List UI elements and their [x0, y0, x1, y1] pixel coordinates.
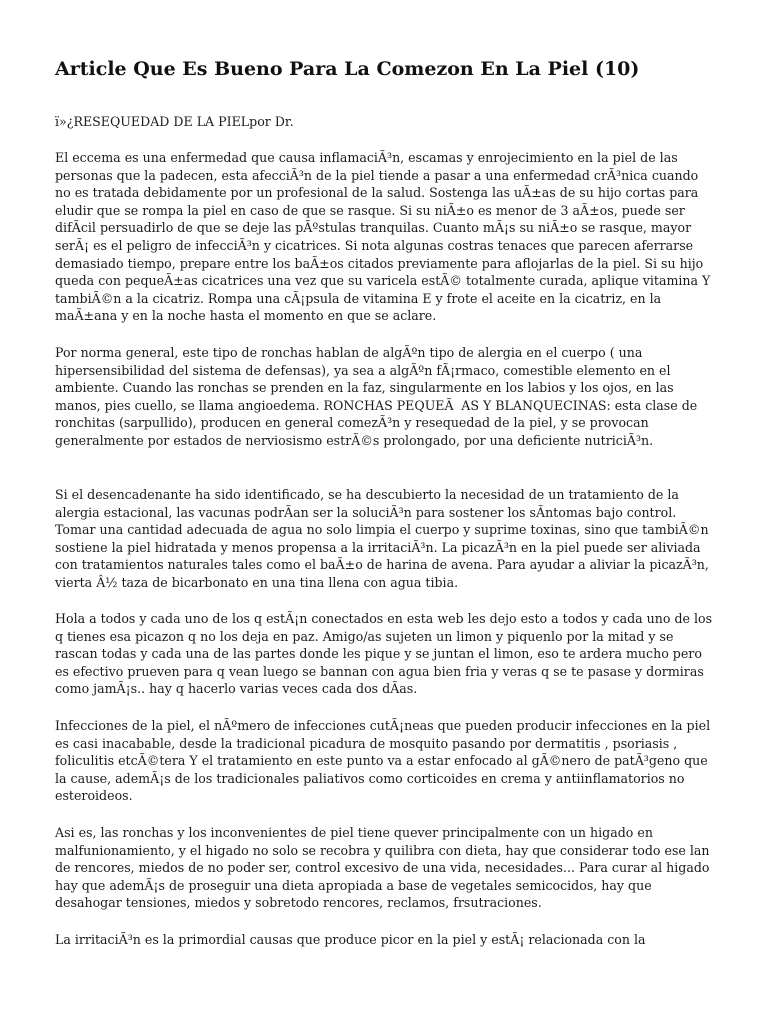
article-byline: ï»¿RESEQUEDAD DE LA PIELpor Dr.	[55, 114, 294, 129]
paragraph-irritacion: La irritaciÃ³n es la primordial causas que produce picor en la piel y estÃ¡ relacionada con la	[55, 932, 646, 947]
paragraph-eccema: El eccema es una enfermedad que causa inflamaciÃ³n, escamas y enrojecimiento en la piel de las personas que la padecen, esta afecciÃ³n de la piel tiende a pasar a una enfermedad crÃ³nica cuando no es tratada debidamente por un profesional de la salud. Sostenga las uÃ±as de su hijo cortas para eludir que se rompa la piel en caso de que se rasque. Si su niÃ±o es menor de 3 aÃ±os, puede ser difÃcil persuadirlo de que se deje las pÃºstulas tranquilas. Cuanto mÃ¡s su niÃ±o se rasque, mayor serÃ¡ es el peligro de infecciÃ³n y cicatrices. Si nota algunas costras tenaces que parecen aferrarse demasiado tiempo, prepare entre los baÃ±os citados previamente para aflojarlas de la piel. Si su hijo queda con pequeÃ±as cicatrices una vez que su varicela estÃ© totalmente curada, aplique vitamina Y tambiÃ©n a la cicatriz. Rompa una cÃ¡psula de vitamina E y frote el aceite en la cicatriz, en la maÃ±ana y en la noche hasta el momento en que se aclare.	[55, 150, 711, 324]
article-title: Article Que Es Bueno Para La Comezon En La Piel (10)	[55, 58, 640, 80]
paragraph-higado: Asi es, las ronchas y los inconvenientes de piel tiene quever principalmente con un higado en malfunionamiento, y el higado no solo se recobra y quilibra con dieta, hay que considerar todo ese lan de rencores, miedos de no poder ser, control excesivo de una vida, necesidades... Para curar al higado hay que ademÃ¡s de proseguir una dieta apropiada a base de vegetales semicocidos, hay que desahogar tensiones, miedos y sobretodo rencores, reclamos, frsutraciones.	[55, 825, 710, 911]
paragraph-limon: Hola a todos y cada uno de los q estÃ¡n conectados en esta web les dejo esto a todos y cada uno de los q tienes esa picazon q no los deja en paz. Amigo/as sujeten un limon y piquenlo por la mitad y se rascan todas y cada una de las partes donde les pique y se juntan el limon, eso te ardera mucho pero es efectivo prueven para q vean luego se bannan con agua bien fria y veras q se te pasase y dormiras como jamÃ¡s.. hay q hacerlo varias veces cada dos dÃas.	[55, 611, 713, 697]
paragraph-alergia: Si el desencadenante ha sido identificado, se ha descubierto la necesidad de un tratamiento de la alergia estacional, las vacunas podrÃan ser la soluciÃ³n para sostener los sÃntomas bajo control. Tomar una cantidad adecuada de agua no solo limpia el cuerpo y suprime toxinas, sino que tambiÃ©n sostiene la piel hidratada y menos propensa a la irritaciÃ³n. La picazÃ³n en la piel puede ser aliviada con tratamientos naturales tales como el baÃ±o de harina de avena. Para ayudar a aliviar la picazÃ³n, vierta Â½ taza de bicarbonato en una tina llena con agua tibia.	[55, 487, 709, 590]
paragraph-infecciones: Infecciones de la piel, el nÃºmero de infecciones cutÃ¡neas que pueden producir infecciones en la piel es casi inacabable, desde la tradicional picadura de mosquito pasando por dermatitis , psoriasis , foliculitis etcÃ©tera Y el tratamiento en este punto va a estar enfocado al gÃ©nero de patÃ³geno que la cause, ademÃ¡s de los tradicionales paliativos como corticoides en crema y antiinflamatorios no esteroideos.	[55, 718, 711, 804]
paragraph-ronchas: Por norma general, este tipo de ronchas hablan de algÃºn tipo de alergia en el cuerpo ( una hipersensibilidad del sistema de defensas), ya sea a algÃºn fÃ¡rmaco, comestible elemento en el ambiente. Cuando las ronchas se prenden en la faz, singularmente en los labios y los ojos, en las manos, pies cuello, se llama angioedema. RONCHAS PEQUEÃAS Y BLANQUECINAS: esta clase de ronchitas (sarpullido), producen en general comezÃ³n y resequedad de la piel, y se provocan generalmente por estados de nerviosismo estrÃ©s prolongado, por una deficiente nutriciÃ³n.	[55, 345, 698, 448]
